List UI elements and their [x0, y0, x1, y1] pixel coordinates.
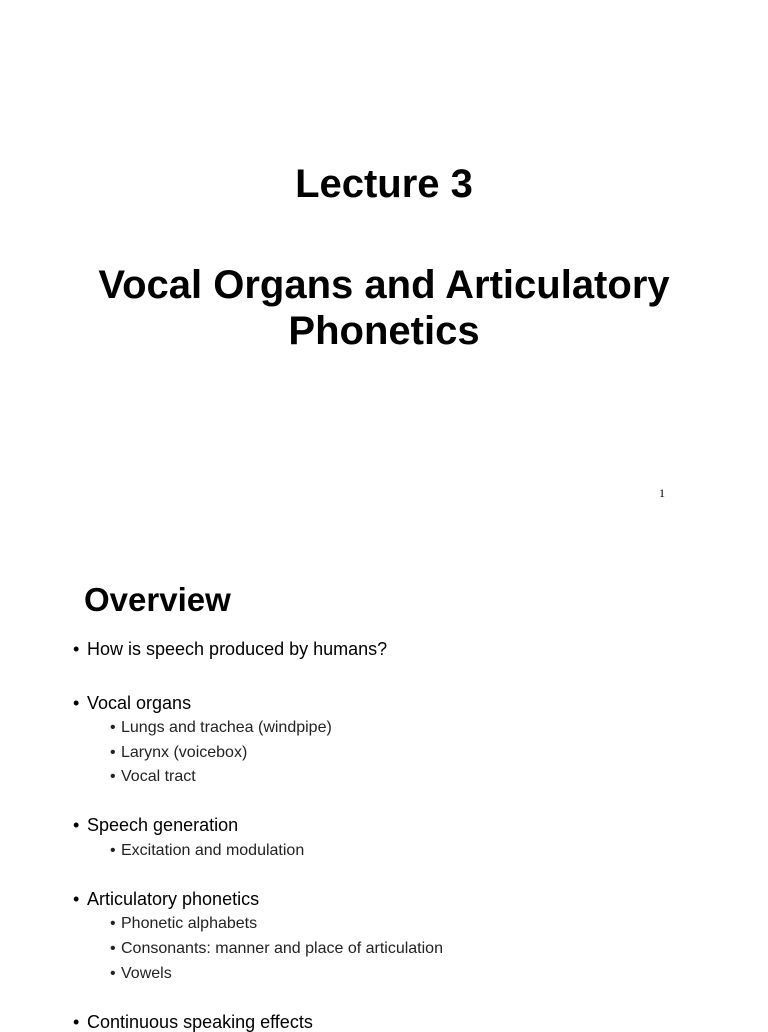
bullet-label: Continuous speaking effects	[87, 1012, 313, 1032]
bullet-label: Articulatory phonetics	[87, 889, 260, 909]
sub-bullet-label: Larynx (voicebox)	[121, 744, 248, 761]
page-number: 1	[659, 486, 665, 500]
bullet-item	[73, 693, 191, 713]
bullet-item	[73, 639, 387, 659]
sub-bullet-label: Excitation and modulation	[121, 842, 305, 859]
sub-bullet-item	[110, 842, 304, 860]
sub-bullet-label: Lungs and trachea (windpipe)	[121, 719, 332, 736]
sub-bullet-label: Vowels	[121, 965, 172, 982]
lecture-subtitle-line-1: Vocal Organs and Articulatory	[98, 263, 670, 307]
sub-bullet-label: Vocal tract	[121, 768, 196, 785]
bullet-label: Vocal organs	[87, 693, 192, 713]
bullet-item	[73, 1012, 313, 1032]
bullet-item	[73, 815, 238, 835]
bullet-icon: •	[73, 693, 80, 713]
bullet-icon: •	[110, 965, 116, 982]
sub-bullet-item	[110, 915, 257, 933]
bullet-icon: •	[110, 744, 116, 761]
bullet-icon: •	[73, 1012, 80, 1032]
bullet-icon: •	[110, 719, 116, 736]
sub-bullet-item	[110, 940, 443, 958]
sub-bullet-label: Consonants: manner and place of articulation	[121, 940, 443, 957]
sub-bullet-label: Phonetic alphabets	[121, 915, 258, 932]
bullet-icon: •	[110, 842, 116, 859]
sub-bullet-item	[110, 719, 332, 737]
bullet-icon: •	[73, 639, 80, 659]
bullet-icon: •	[110, 940, 116, 957]
sub-bullet-item	[110, 744, 247, 762]
lecture-subtitle-line-2: Phonetics	[288, 309, 480, 353]
bullet-icon: •	[73, 815, 80, 835]
lecture-title: Lecture 3	[295, 162, 473, 206]
bullet-icon: •	[110, 768, 116, 785]
sub-bullet-item	[110, 768, 196, 786]
bullet-item	[73, 889, 259, 909]
bullet-icon: •	[73, 889, 80, 909]
bullet-label: How is speech produced by humans?	[87, 639, 388, 659]
bullet-icon: •	[110, 915, 116, 932]
sub-bullet-item	[110, 965, 172, 983]
bullet-label: Speech generation	[87, 815, 239, 835]
slide-heading: Overview	[84, 581, 231, 618]
